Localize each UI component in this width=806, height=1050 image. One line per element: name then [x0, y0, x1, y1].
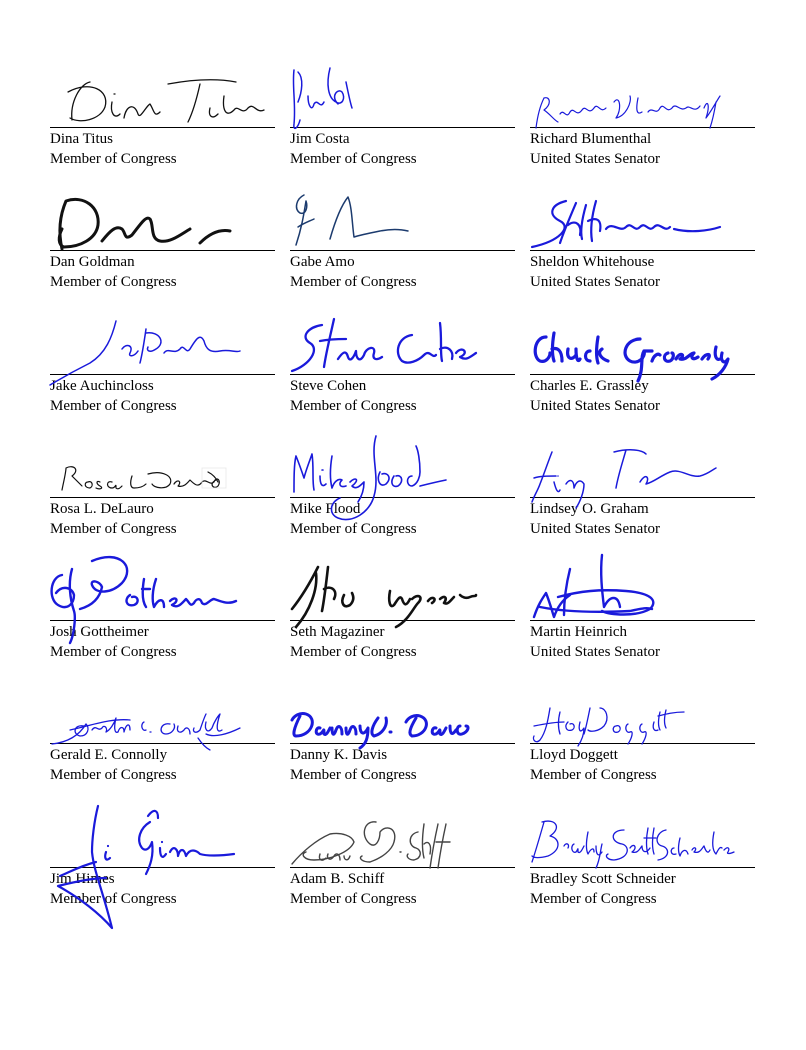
signer-title: Member of Congress	[530, 890, 657, 907]
signer-name: Seth Magaziner	[290, 624, 385, 641]
signature-block	[50, 62, 275, 185]
signer-name: Lindsey O. Graham	[530, 500, 649, 517]
signature-block	[50, 802, 275, 925]
signature-block	[50, 185, 275, 308]
signature-line	[530, 555, 755, 621]
signature-grid	[50, 62, 756, 925]
signature-line	[290, 309, 515, 375]
signer-title: United States Senator	[530, 397, 660, 414]
signature-block	[530, 555, 755, 678]
signature-line	[530, 678, 755, 744]
signature-line	[50, 185, 275, 251]
handwritten-signature	[530, 432, 755, 507]
signature-block	[530, 309, 755, 432]
signer-name: Richard Blumenthal	[530, 131, 652, 147]
signer-name: Dan Goldman	[50, 254, 135, 271]
signature-line	[50, 678, 275, 744]
signer-name: Jim Costa	[290, 131, 350, 147]
signature-block	[530, 185, 755, 308]
signature-line	[50, 555, 275, 621]
handwritten-signature	[50, 678, 275, 753]
signature-block	[530, 62, 755, 185]
handwritten-signature	[530, 802, 755, 877]
signature-block	[530, 432, 755, 555]
signer-name: Steve Cohen	[290, 377, 367, 394]
handwritten-signature	[530, 309, 755, 384]
signer-title: Member of Congress	[290, 767, 417, 784]
handwritten-signature	[290, 678, 515, 753]
signer-name: Sheldon Whitehouse	[530, 254, 655, 271]
signer-name: Gabe Amo	[290, 254, 355, 271]
handwritten-signature	[290, 555, 515, 630]
signer-title: Member of Congress	[50, 151, 177, 167]
handwritten-signature	[290, 309, 515, 384]
handwritten-signature	[290, 185, 515, 260]
signer-title: Member of Congress	[290, 520, 417, 537]
signature-line	[530, 309, 755, 375]
handwritten-signature	[290, 432, 515, 507]
signer-name: Gerald E. Connolly	[50, 747, 168, 764]
handwritten-signature	[50, 802, 275, 877]
signer-title: Member of Congress	[50, 397, 177, 414]
signer-title: Member of Congress	[50, 644, 177, 661]
signer-name: Dina Titus	[50, 131, 113, 147]
signature-line	[50, 432, 275, 498]
signer-name: Lloyd Doggett	[530, 747, 618, 764]
signature-block	[290, 309, 515, 432]
signature-line	[290, 678, 515, 744]
signer-name: Jake Auchincloss	[50, 377, 154, 394]
signer-title: United States Senator	[530, 520, 660, 537]
signer-name: Josh Gottheimer	[50, 624, 149, 641]
handwritten-signature	[50, 555, 275, 630]
signer-name: Danny K. Davis	[290, 747, 388, 764]
signer-title: United States Senator	[530, 151, 660, 167]
signer-name: Jim Himes	[50, 870, 115, 887]
signer-title: Member of Congress	[290, 274, 417, 291]
signature-block	[50, 432, 275, 555]
signature-block	[50, 309, 275, 432]
signature-block	[290, 678, 515, 801]
signer-title: Member of Congress	[50, 274, 177, 291]
signature-line	[530, 432, 755, 498]
signature-line	[290, 802, 515, 868]
handwritten-signature	[290, 802, 515, 877]
signer-title: Member of Congress	[530, 767, 657, 784]
handwritten-signature	[50, 185, 275, 260]
signer-title: Member of Congress	[290, 397, 417, 414]
signer-title: Member of Congress	[50, 520, 177, 537]
signature-line	[290, 432, 515, 498]
handwritten-signature	[530, 185, 755, 260]
signature-line	[530, 185, 755, 251]
signer-name: Martin Heinrich	[530, 624, 628, 641]
handwritten-signature	[50, 62, 275, 137]
signature-line	[50, 802, 275, 868]
signature-block	[290, 802, 515, 925]
signer-name: Charles E. Grassley	[530, 377, 649, 394]
signature-line	[50, 62, 275, 128]
signature-block	[50, 678, 275, 801]
signature-block	[530, 678, 755, 801]
signature-line	[290, 185, 515, 251]
signature-block	[530, 802, 755, 925]
signer-name: Rosa L. DeLauro	[50, 500, 154, 517]
signer-name: Mike Flood	[290, 500, 361, 517]
signature-block	[290, 62, 515, 185]
signature-block	[50, 555, 275, 678]
handwritten-signature	[50, 309, 275, 384]
signer-title: Member of Congress	[290, 890, 417, 907]
signer-title: Member of Congress	[50, 890, 177, 907]
signature-line	[290, 555, 515, 621]
signer-title: Member of Congress	[50, 767, 177, 784]
handwritten-signature	[290, 62, 515, 137]
signature-block	[290, 185, 515, 308]
signature-line	[530, 62, 755, 128]
signature-block	[290, 432, 515, 555]
handwritten-signature	[530, 555, 755, 630]
signature-line	[290, 62, 515, 128]
signer-title: Member of Congress	[290, 644, 417, 661]
signature-line	[50, 309, 275, 375]
signer-title: United States Senator	[530, 274, 660, 291]
signer-name: Bradley Scott Schneider	[530, 870, 676, 887]
signature-block	[290, 555, 515, 678]
handwritten-signature	[530, 62, 755, 137]
signer-name: Adam B. Schiff	[290, 870, 385, 887]
handwritten-signature	[50, 432, 275, 507]
signature-line	[530, 802, 755, 868]
signer-title: United States Senator	[530, 644, 660, 661]
handwritten-signature	[530, 678, 755, 753]
signer-title: Member of Congress	[290, 151, 417, 167]
